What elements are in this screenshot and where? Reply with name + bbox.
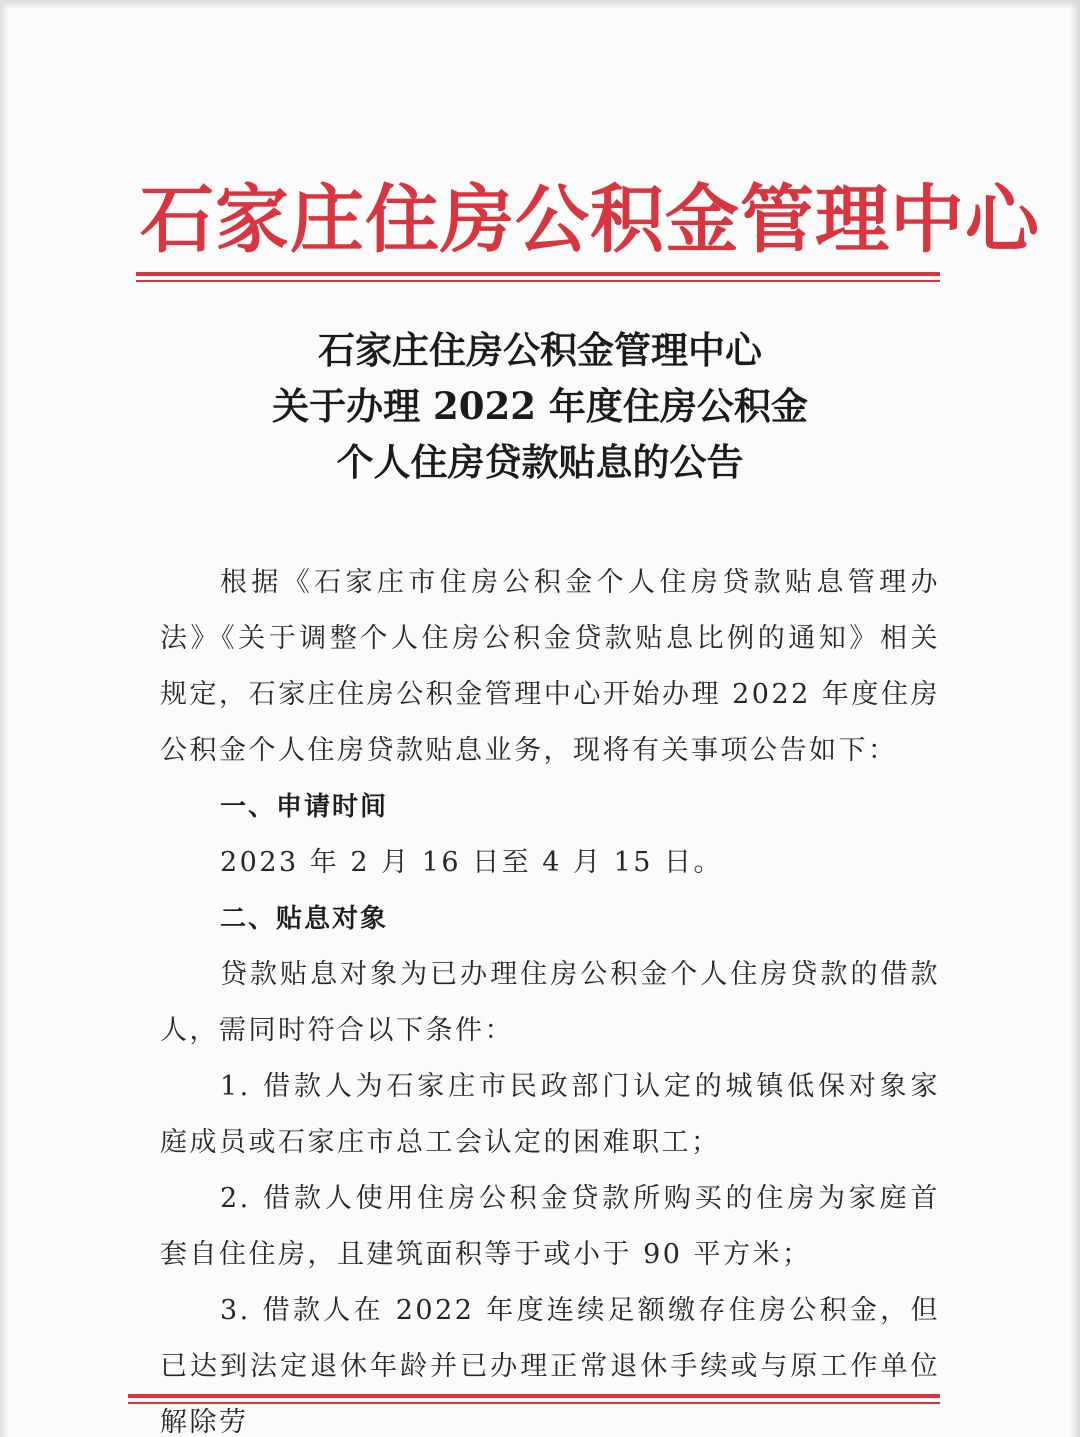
condition-1: 1. 借款人为石家庄市民政部门认定的城镇低保对象家庭成员或石家庄市总工会认定的困难职工； xyxy=(160,1071,940,1158)
application-time-text: 2023 年 2 月 16 日至 4 月 15 日。 xyxy=(220,847,724,878)
header-red-rule-thin xyxy=(136,280,940,282)
organization-header: 石家庄住房公积金管理中心 xyxy=(140,177,1040,263)
condition-3: 3. 借款人在 2022 年度连续足额缴存住房公积金，但已达到法定退休年龄并已办理正常退休手续或与原工作单位解除劳 xyxy=(160,1295,940,1437)
intro-paragraph: 根据《石家庄市住房公积金个人住房贷款贴息管理办法》《关于调整个人住房公积金贷款贴息比例的通知》相关规定，石家庄住房公积金管理中心开始办理 2022 年度住房公积金个人住房贷款贴息业务，现将有关事项公告如下： xyxy=(160,567,940,766)
title-line-2: 关于办理 2022 年度住房公积金 xyxy=(272,384,808,428)
footer-red-rule-thick xyxy=(128,1394,940,1398)
footer-red-rule-thin xyxy=(128,1402,940,1404)
notice-body xyxy=(160,555,940,1437)
section-heading-subsidy-targets: 二、贴息对象 xyxy=(220,904,389,934)
scan-right-shadow xyxy=(1070,0,1080,1437)
title-line-3: 个人住房贷款贴息的公告 xyxy=(336,440,744,484)
scan-left-shadow xyxy=(0,0,8,1437)
scan-top-edge xyxy=(0,0,1080,8)
section-heading-application-time: 一、申请时间 xyxy=(220,792,389,822)
condition-2: 2. 借款人使用住房公积金贷款所购买的住房为家庭首套自住住房，且建筑面积等于或小于 90 平方米； xyxy=(160,1183,940,1270)
header-red-rule-thick xyxy=(136,272,940,276)
subsidy-targets-text: 贷款贴息对象为已办理住房公积金个人住房贷款的借款人，需同时符合以下条件： xyxy=(160,959,940,1046)
notice-title xyxy=(140,322,940,490)
title-line-1: 石家庄住房公积金管理中心 xyxy=(318,328,762,372)
